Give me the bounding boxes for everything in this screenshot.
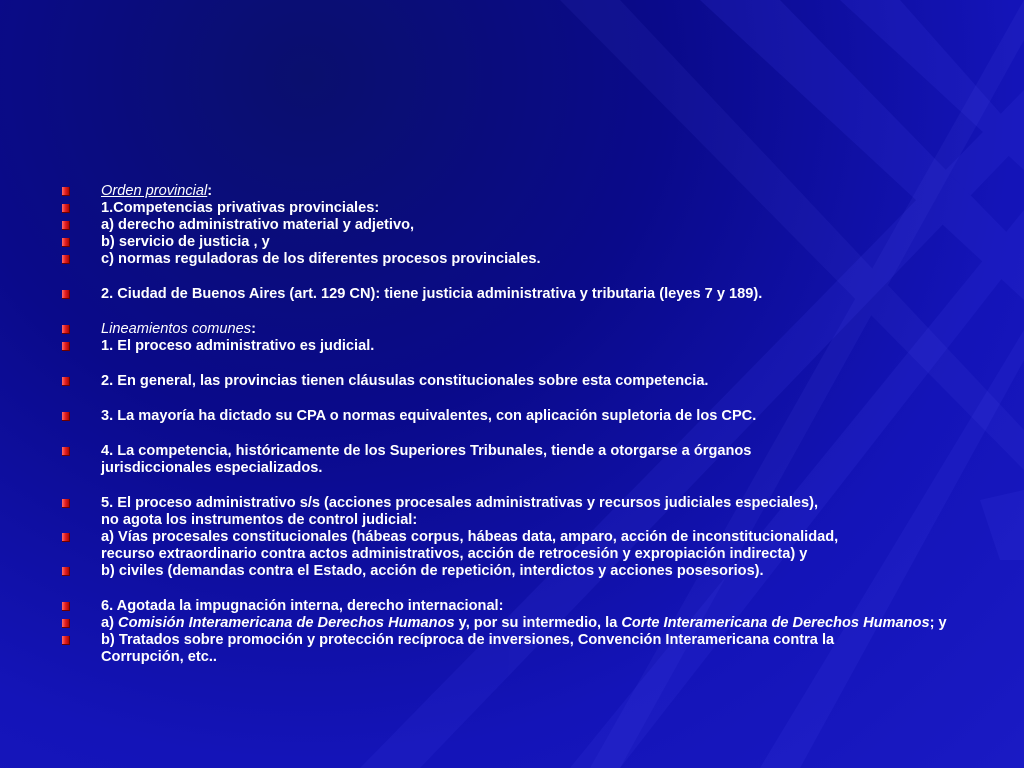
bullet-square-icon bbox=[62, 238, 70, 247]
bullet-square-icon bbox=[62, 377, 70, 386]
bullet-normas-reguladoras: c) normas reguladoras de los diferentes procesos provinciales. bbox=[62, 251, 982, 268]
bullet-square-icon bbox=[62, 619, 70, 628]
bullet-square-icon bbox=[62, 342, 70, 351]
bullet-square-icon bbox=[62, 221, 70, 230]
bullet-cpa: 3. La mayoría ha dictado su CPA o normas equivalentes, con aplicación supletoria de los CPC. bbox=[62, 408, 982, 425]
bullet-proceso-judicial: 1. El proceso administrativo es judicial. bbox=[62, 338, 982, 355]
bullet-derecho-internacional: 6. Agotada la impugnación interna, derecho internacional: bbox=[62, 598, 982, 615]
bullet-comision-interamericana: a) Comisión Interamericana de Derechos Humanos y, por su intermedio, la Corte Interamericana de Derechos Humanos; y bbox=[62, 615, 982, 632]
bullet-square-icon bbox=[62, 255, 70, 264]
bullet-orden-provincial: Orden provincial: bbox=[62, 183, 982, 200]
bullet-square-icon bbox=[62, 567, 70, 576]
bullet-square-icon bbox=[62, 325, 70, 334]
heading-orden-provincial: Orden provincial bbox=[101, 183, 208, 199]
bullet-derecho-administrativo: a) derecho administrativo material y adjetivo, bbox=[62, 217, 982, 234]
bullet-square-icon bbox=[62, 602, 70, 611]
bullet-clausulas-constitucionales: 2. En general, las provincias tienen cláusulas constitucionales sobre esta competencia. bbox=[62, 373, 982, 390]
bullet-tratados: b) Tratados sobre promoción y protección recíproca de inversiones, Convención Interamericana contra la Corrupción, etc.. bbox=[62, 632, 982, 666]
bullet-lineamientos-comunes: Lineamientos comunes: bbox=[62, 321, 982, 338]
bullet-square-icon bbox=[62, 187, 70, 196]
bullet-competencias: 1.Competencias privativas provinciales: bbox=[62, 200, 982, 217]
bullet-square-icon bbox=[62, 447, 70, 456]
bullet-civiles: b) civiles (demandas contra el Estado, acción de repetición, interdictos y acciones posesorios). bbox=[62, 563, 982, 580]
bullet-square-icon bbox=[62, 204, 70, 213]
bullet-square-icon bbox=[62, 636, 70, 645]
bullet-square-icon bbox=[62, 412, 70, 421]
bullet-square-icon bbox=[62, 290, 70, 299]
heading-lineamientos-comunes: Lineamientos comunes bbox=[101, 321, 252, 337]
bullet-vias-procesales: a) Vías procesales constitucionales (hábeas corpus, hábeas data, amparo, acción de inconstitucionalidad, recurso extraordinario contra actos administrativos, acción de retrocesión y expropiación indirecta) y bbox=[62, 529, 982, 563]
bullet-proceso-administrativo-ss: 5. El proceso administrativo s/s (acciones procesales administrativas y recursos judiciales especiales), no agota los instrumentos de control judicial: bbox=[62, 495, 982, 529]
bullet-square-icon bbox=[62, 533, 70, 542]
slide-body bbox=[62, 183, 982, 666]
bullet-square-icon bbox=[62, 499, 70, 508]
bullet-competencia-tribunales: 4. La competencia, históricamente de los Superiores Tribunales, tiende a otorgarse a órganos jurisdiccionales especializados. bbox=[62, 443, 982, 477]
bullet-ciudad-buenos-aires: 2. Ciudad de Buenos Aires (art. 129 CN): tiene justicia administrativa y tributaria (leyes 7 y 189). bbox=[62, 286, 982, 303]
bullet-servicio-justicia: b) servicio de justicia , y bbox=[62, 234, 982, 251]
